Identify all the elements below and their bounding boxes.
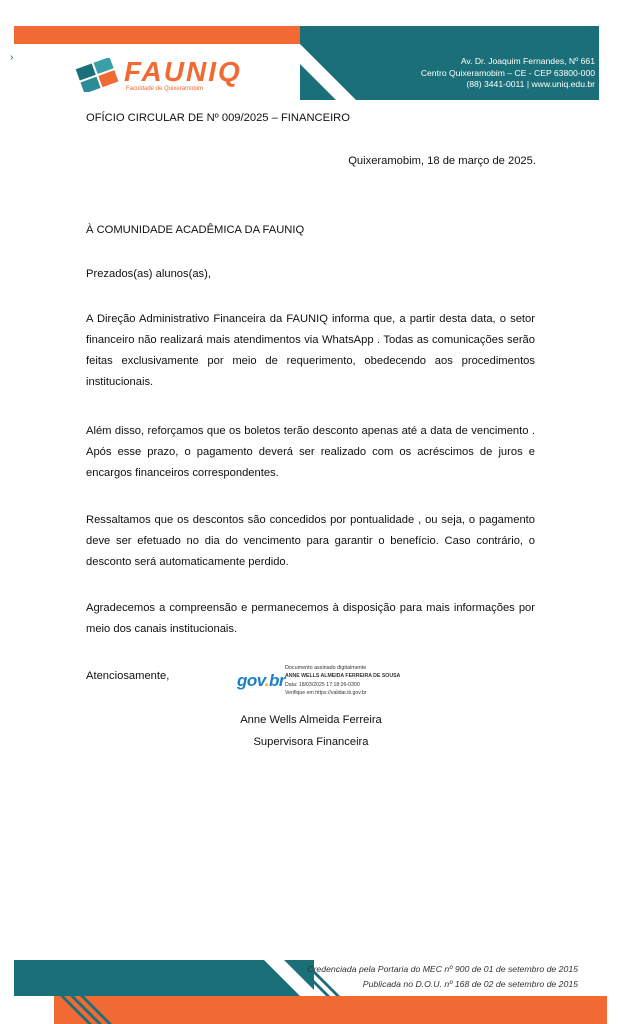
header-top-stripes [495,26,555,44]
footer-white-notch [14,996,54,1024]
stamp-signer-name: ANNE WELLS ALMEIDA FERREIRA DE SOUSA [285,673,401,680]
header-address [421,56,595,91]
logo-subtitle: Faculdade de Quixeramobim [126,86,204,92]
document-greeting: Prezados(as) alunos(as), [86,268,211,280]
signer-name: Anne Wells Almeida Ferreira [240,714,382,726]
paragraph: Agradecemos a compreensão e permanecemos à disposição para mais informações por meio dos canais institucionais. [86,602,535,635]
paragraph: Ressaltamos que os descontos são concedidos por pontualidade , ou seja, o pagamento deve ser efetuado no dia do vencimento para garantir o benefício. Caso contrário, o desconto será automaticamente perdido. [86,514,535,568]
squares-logo-icon [75,58,121,92]
document-date: Quixeramobim, 18 de março de 2025. [348,155,536,167]
footer-accreditation [307,962,578,992]
stamp-verify-link: Verifique em https://validar.iti.gov.br [285,689,367,696]
footer-line: Publicada no D.O.U. nº 168 de 02 de setembro de 2015 [362,979,578,989]
page-edge-mark: › [10,52,14,63]
paragraph: Além disso, reforçamos que os boletos terão desconto apenas até a data de vencimento . Após esse prazo, o pagamento deverá ser realizado com os acréscimos de juros e encargos financeiros correspondentes. [86,425,535,479]
logo-wordmark: FAUNIQ [124,56,242,87]
govbr-logo [237,671,285,691]
signer-role: Supervisora Financeira [253,736,369,748]
govbr-part-dot: . [264,671,270,690]
stamp-line: Documento assinado digitalmente [285,665,367,671]
address-line: Av. Dr. Joaquim Fernandes, Nº 661 [460,56,595,66]
govbr-part-br: br [269,671,286,690]
document-recipient: À COMUNIDADE ACADÊMICA DA FAUNIQ [86,224,305,236]
signature-stamp [285,664,400,697]
footer-bottom-stripes [58,996,118,1024]
stamp-line: Data: 18/03/2025 17:18:26-0300 [285,681,360,688]
header-diagonal-stripes [280,26,400,100]
paragraph: A Direção Administrativo Financeira da FAUNIQ informa que, a partir desta data, o setor financeiro não realizará mais atendimentos via WhatsApp . Todas as comunicações serão feitas exclusivamente por meio de requerimento, obedecendo aos procedimentos institucionais. [86,313,535,388]
address-line: (88) 3441-0011 | www.uniq.edu.br [466,79,595,89]
address-line: Centro Quixeramobim – CE - CEP 63800-000 [420,67,595,78]
footer-line: Credenciada pela Portaria do MEC nº 900 de 01 de setembro de 2015 [307,964,578,974]
document-title: OFÍCIO CIRCULAR DE Nº 009/2025 – FINANCEIRO [86,112,350,124]
govbr-part-gov: gov [237,671,265,690]
closing: Atenciosamente, [86,670,170,682]
